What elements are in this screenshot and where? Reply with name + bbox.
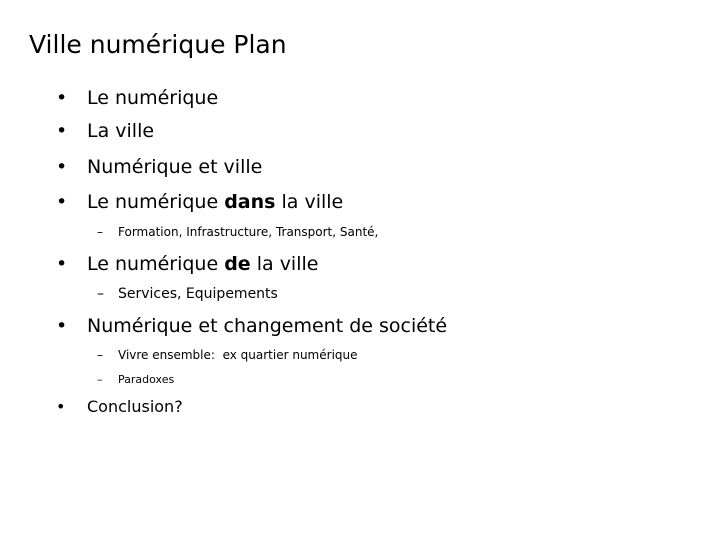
bullet-icon: • — [56, 191, 68, 213]
dash-icon: – — [97, 225, 103, 239]
slide-title: Ville numérique Plan — [29, 30, 287, 59]
bullet-text-post: la ville — [250, 253, 319, 275]
bullet-text-pre: Le numérique — [87, 191, 225, 213]
bullet-text: Le numérique — [87, 87, 219, 109]
bullet-text-pre: Le numérique — [87, 253, 225, 275]
bullet-text — [87, 252, 318, 276]
bullet-text-bold: de — [224, 253, 251, 275]
sub-item-text: Paradoxes — [118, 373, 175, 386]
dash-icon: – — [97, 286, 104, 302]
bullet-text: Conclusion? — [87, 397, 183, 416]
bullet-icon: • — [56, 156, 68, 178]
sub-item-main: Vivre ensemble: — [118, 348, 215, 362]
sub-item-text: Services, Equipements — [118, 286, 278, 302]
bullet-text — [87, 190, 343, 214]
bullet-text: Numérique et ville — [87, 156, 263, 178]
bullet-icon: • — [56, 253, 68, 275]
bullet-text-post: la ville — [275, 191, 344, 213]
bullet-icon: • — [56, 120, 68, 142]
sub-item-note: ex quartier numérique — [222, 348, 358, 362]
bullet-icon: • — [56, 87, 68, 109]
bullet-icon: • — [56, 397, 66, 416]
dash-icon: – — [97, 373, 103, 386]
dash-icon: – — [97, 348, 103, 362]
bullet-text: Numérique et changement de société — [87, 315, 448, 337]
sub-item-text — [118, 346, 358, 364]
sub-item-text: Formation, Infrastructure, Transport, Santé, — [118, 225, 379, 239]
bullet-text: La ville — [87, 120, 155, 142]
bullet-text-bold: dans — [224, 191, 276, 213]
bullet-icon: • — [56, 315, 68, 337]
